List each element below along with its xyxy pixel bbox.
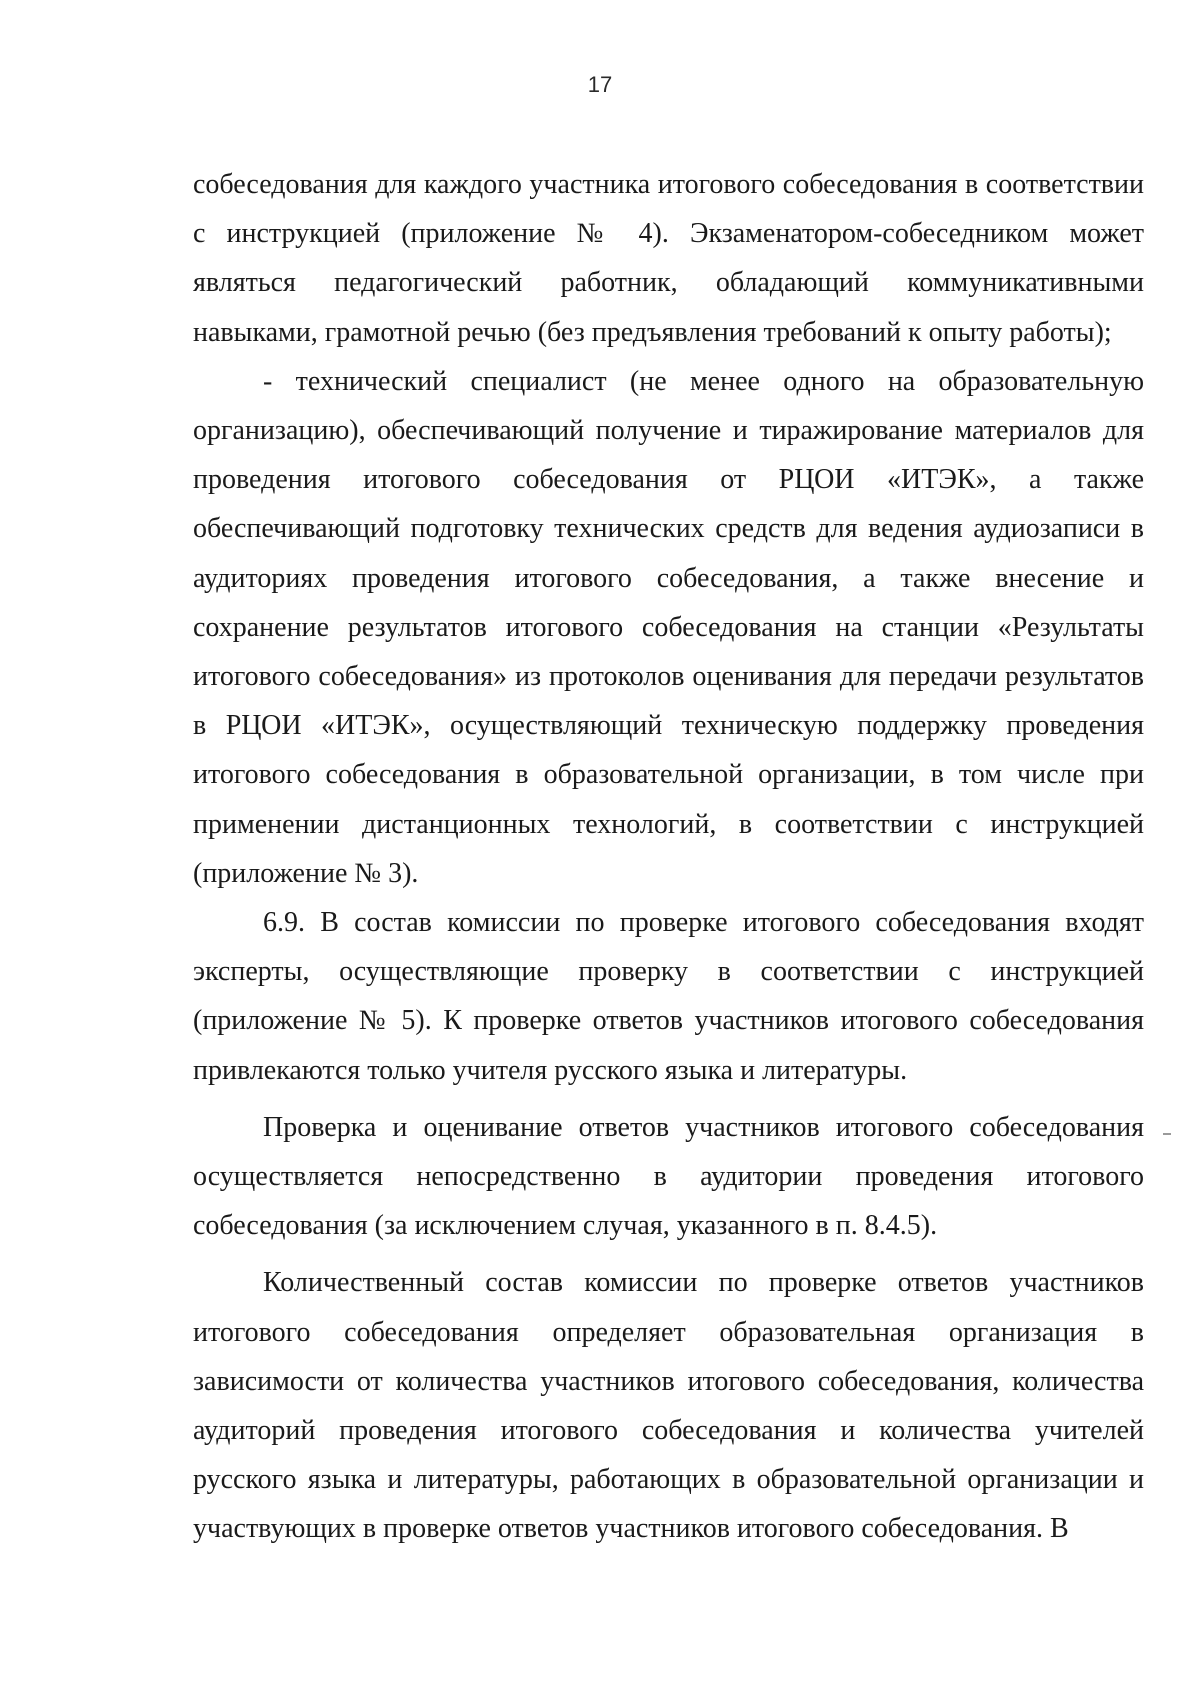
scan-mark (1163, 1133, 1171, 1135)
paragraph-checking-evaluation: Проверка и оценивание ответов участников итогового собеседования осуществляется непосредственно в аудитории проведения итогового собеседования (за исключением случая, указанного в п. 8.4.5). (193, 1111, 1144, 1242)
paragraph-examiner-continuation: собеседования для каждого участника итогового собеседования в соответствии с инструкцией (приложение № 4). Экзаменатором-собеседником может являться педагогический работник, обладающий коммуникативными навыками, грамотной речью (без предъявления требований к опыту работы); (193, 169, 1144, 348)
paragraph-technical-specialist: - технический специалист (не менее одного на образовательную организацию), обеспечивающий получение и тиражирование материалов для проведения итогового собеседования от РЦОИ «ИТЭК», а также обеспечивающий подготовку технических средств для ведения аудиозаписи в аудиториях проведения итогового собеседования, а также внесение и сохранение результатов итогового собеседования на станции «Результаты итогового собеседования» из протоколов оценивания для передачи результатов в РЦОИ «ИТЭК», осуществляющий техническую поддержку проведения итогового собеседования в образовательной организации, в том числе при применении дистанционных технологий, в соответствии с инструкцией (приложение № 3). (193, 365, 1144, 889)
page-number: 17 (587, 72, 613, 97)
paragraph-section-6-9: 6.9. В состав комиссии по проверке итогового собеседования входят эксперты, осуществляющие проверку в соответствии с инструкцией (приложение № 5). К проверке ответов участников итогового собеседования привлекаются только учителя русского языка и литературы. (193, 907, 1144, 1086)
paragraph-commission-composition: Количественный состав комиссии по проверке ответов участников итогового собеседования определяет образовательная организация в зависимости от количества участников итогового собеседования, количества аудиторий проведения итогового собеседования и количества учителей русского языка и литературы, работающих в образовательной организации и участвующих в проверке ответов участников итогового собеседования. В (193, 1267, 1144, 1545)
document-body (193, 160, 1144, 1554)
